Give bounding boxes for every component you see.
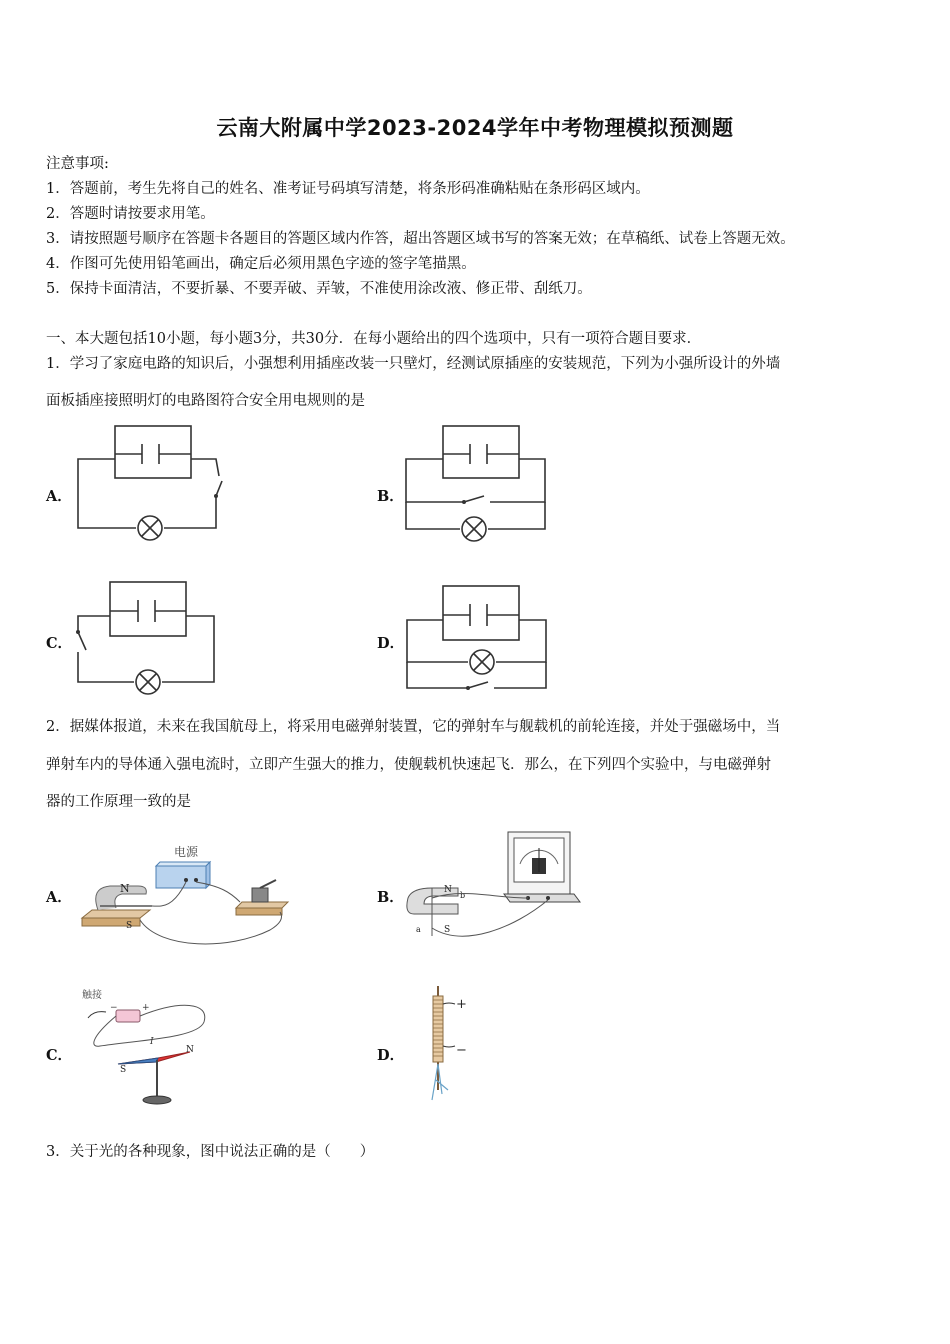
q2-option-c-label: C．: [46, 1047, 73, 1064]
notice-item: 1．答题前，考生先将自己的姓名、准考证号码填写清楚，将条形码准确粘贴在条形码区域内。: [46, 181, 650, 197]
magnet-n-label-b: N: [444, 885, 452, 895]
notice-item: 2．答题时请按要求用笔。: [46, 206, 215, 222]
q1-option-b-label: B．: [377, 488, 404, 505]
question-1-text: 1．学习了家庭电路的知识后，小强想利用插座改装一只壁灯，经测试原插座的安装规范，下列为小强所设计的外墙: [46, 356, 781, 372]
battery-plus: +: [142, 1003, 150, 1013]
q2-figure-d: [420, 980, 490, 1110]
section-heading: 一、本大题包括10小题，每小题3分，共30分．在每小题给出的四个选项中，只有一项符合题目要求．: [46, 331, 702, 347]
q2-figure-c: [80, 986, 220, 1106]
page-title: 云南大附属中学2023-2024学年中考物理模拟预测题: [216, 116, 734, 140]
notice-heading: 注意事项:: [46, 156, 109, 172]
q1-circuit-d: [402, 584, 562, 704]
current-label: I: [150, 1037, 154, 1047]
q2-option-d-label: D．: [377, 1047, 405, 1064]
coil-plus: +: [456, 997, 467, 1012]
q2-figure-a: [80, 840, 290, 950]
question-2-text: 2．据媒体报道，未来在我国航母上，将采用电磁弹射装置，它的弹射车与舰载机的前轮连接，并处于强磁场中，当: [46, 719, 781, 735]
magnet-n-label: N: [120, 882, 130, 895]
needle-s-label: S: [120, 1065, 127, 1075]
notice-item: 3．请按照题号顺序在答题卡各题目的答题区域内作答，超出答题区域书写的答案无效；在草稿纸、试卷上答题无效。: [46, 231, 795, 247]
battery-minus: −: [110, 1003, 118, 1013]
q2-option-a-label: A．: [46, 889, 72, 906]
notice-item: 4．作图可先使用铅笔画出，确定后必须用黑色字迹的签字笔描黑。: [46, 256, 476, 272]
needle-n-label: N: [186, 1045, 194, 1055]
magnet-s-label: S: [126, 921, 133, 931]
question-1-text: 面板插座接照明灯的电路图符合安全用电规则的是: [46, 393, 365, 409]
q1-circuit-a: [74, 424, 234, 544]
touch-label: 触接: [82, 990, 102, 1001]
q1-option-d-label: D．: [377, 635, 405, 652]
q1-option-c-label: C．: [46, 635, 73, 652]
point-b-label: b: [460, 891, 466, 900]
notice-item: 5．保持卡面清洁，不要折暴、不要弄破、弄皱，不准使用涂改液、修正带、刮纸刀。: [46, 281, 592, 297]
q2-figure-b: [404, 828, 584, 948]
question-3-text: 3．关于光的各种现象，图中说法正确的是（ ）: [46, 1144, 375, 1160]
coil-minus: −: [456, 1043, 467, 1058]
q1-circuit-c: [74, 580, 234, 700]
q1-option-a-label: A．: [46, 488, 72, 505]
point-a-label: a: [416, 925, 421, 934]
q2-option-b-label: B．: [377, 889, 404, 906]
question-2-text: 器的工作原理一致的是: [46, 794, 191, 810]
question-2-text: 弹射车内的导体通入强电流时，立即产生强大的推力，使舰载机快速起飞．那么，在下列四个实验中，与电磁弹射: [46, 757, 771, 773]
power-source-label: 电源: [174, 845, 199, 859]
q1-circuit-b: [402, 424, 562, 544]
magnet-s-label-b: S: [444, 925, 451, 935]
